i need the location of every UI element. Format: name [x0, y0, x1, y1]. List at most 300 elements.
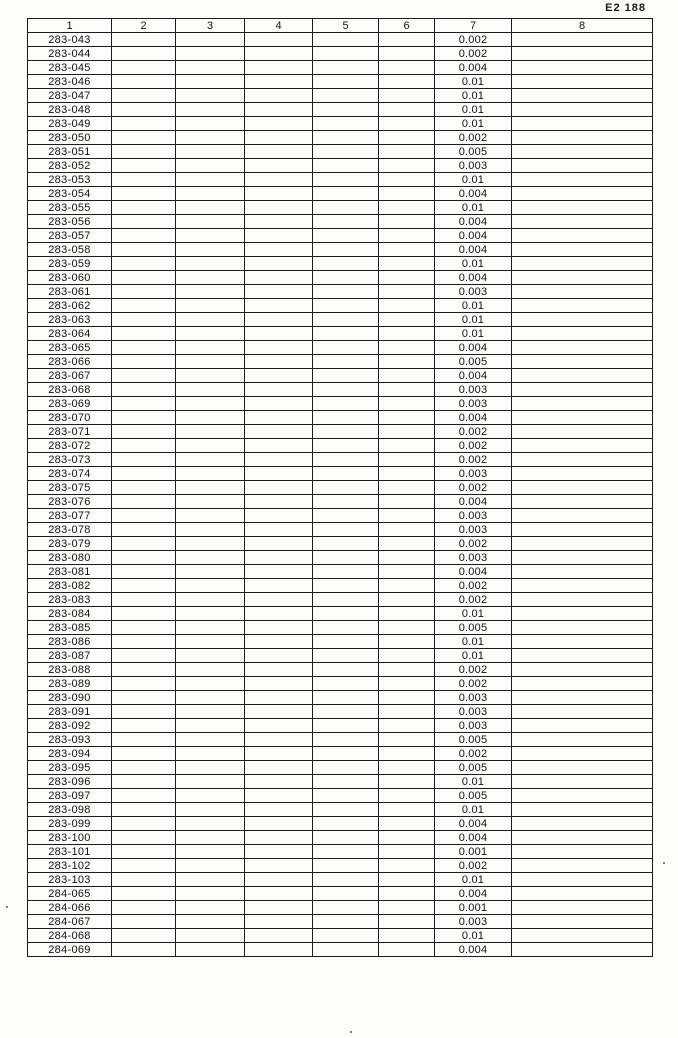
empty-cell [313, 117, 379, 131]
value-cell: 0.003 [435, 509, 512, 523]
empty-cell [512, 355, 653, 369]
empty-cell [379, 733, 435, 747]
empty-cell [245, 565, 313, 579]
empty-cell [176, 859, 245, 873]
table-row [28, 747, 653, 761]
empty-cell [245, 789, 313, 803]
empty-cell [112, 845, 176, 859]
empty-cell [313, 537, 379, 551]
empty-cell [313, 691, 379, 705]
sample-id-cell: 283-077 [28, 509, 112, 523]
empty-cell [379, 649, 435, 663]
table-row [28, 439, 653, 453]
empty-cell [176, 593, 245, 607]
empty-cell [245, 271, 313, 285]
table-row [28, 369, 653, 383]
empty-cell [512, 691, 653, 705]
value-cell: 0.01 [435, 775, 512, 789]
empty-cell [379, 509, 435, 523]
value-cell: 0.01 [435, 929, 512, 943]
table-row [28, 551, 653, 565]
empty-cell [313, 425, 379, 439]
empty-cell [112, 537, 176, 551]
empty-cell [379, 551, 435, 565]
column-header-8: 8 [512, 19, 653, 33]
empty-cell [313, 411, 379, 425]
empty-cell [176, 733, 245, 747]
empty-cell [176, 285, 245, 299]
value-cell: 0.002 [435, 481, 512, 495]
empty-cell [245, 159, 313, 173]
empty-cell [512, 313, 653, 327]
sample-id-cell: 283-097 [28, 789, 112, 803]
empty-cell [176, 579, 245, 593]
sample-id-cell: 283-079 [28, 537, 112, 551]
value-cell: 0.01 [435, 607, 512, 621]
empty-cell [379, 621, 435, 635]
sample-id-cell: 283-086 [28, 635, 112, 649]
empty-cell [379, 523, 435, 537]
empty-cell [512, 495, 653, 509]
empty-cell [313, 75, 379, 89]
sample-id-cell: 283-102 [28, 859, 112, 873]
empty-cell [512, 677, 653, 691]
empty-cell [512, 117, 653, 131]
empty-cell [176, 607, 245, 621]
empty-cell [176, 173, 245, 187]
empty-cell [313, 313, 379, 327]
empty-cell [313, 495, 379, 509]
empty-cell [313, 397, 379, 411]
empty-cell [512, 369, 653, 383]
empty-cell [379, 271, 435, 285]
empty-cell [313, 131, 379, 145]
empty-cell [112, 565, 176, 579]
empty-cell [176, 565, 245, 579]
empty-cell [512, 89, 653, 103]
empty-cell [512, 747, 653, 761]
empty-cell [245, 131, 313, 145]
empty-cell [379, 943, 435, 957]
table-row [28, 495, 653, 509]
empty-cell [379, 33, 435, 47]
empty-cell [245, 761, 313, 775]
empty-cell [245, 47, 313, 61]
empty-cell [379, 579, 435, 593]
table-row [28, 943, 653, 957]
empty-cell [313, 243, 379, 257]
sample-id-cell: 283-083 [28, 593, 112, 607]
empty-cell [176, 873, 245, 887]
table-row [28, 775, 653, 789]
empty-cell [379, 453, 435, 467]
empty-cell [112, 411, 176, 425]
empty-cell [379, 201, 435, 215]
empty-cell [379, 341, 435, 355]
empty-cell [245, 915, 313, 929]
table-body [28, 33, 653, 957]
value-cell: 0.001 [435, 845, 512, 859]
value-cell: 0.002 [435, 453, 512, 467]
empty-cell [313, 649, 379, 663]
empty-cell [245, 229, 313, 243]
empty-cell [112, 159, 176, 173]
empty-cell [176, 523, 245, 537]
empty-cell [313, 831, 379, 845]
empty-cell [245, 411, 313, 425]
sample-id-cell: 283-067 [28, 369, 112, 383]
empty-cell [245, 733, 313, 747]
empty-cell [176, 313, 245, 327]
empty-cell [112, 103, 176, 117]
empty-cell [512, 201, 653, 215]
empty-cell [245, 803, 313, 817]
empty-cell [245, 243, 313, 257]
empty-cell [112, 579, 176, 593]
value-cell: 0.005 [435, 145, 512, 159]
table-row [28, 481, 653, 495]
empty-cell [379, 89, 435, 103]
empty-cell [379, 901, 435, 915]
sample-id-cell: 283-088 [28, 663, 112, 677]
empty-cell [313, 481, 379, 495]
column-header-6: 6 [379, 19, 435, 33]
empty-cell [245, 691, 313, 705]
sample-id-cell: 283-048 [28, 103, 112, 117]
table-row [28, 845, 653, 859]
empty-cell [512, 607, 653, 621]
empty-cell [512, 551, 653, 565]
empty-cell [512, 411, 653, 425]
empty-cell [313, 565, 379, 579]
empty-cell [245, 355, 313, 369]
value-cell: 0.01 [435, 873, 512, 887]
empty-cell [379, 481, 435, 495]
empty-cell [112, 215, 176, 229]
empty-cell [313, 593, 379, 607]
empty-cell [112, 313, 176, 327]
empty-cell [379, 313, 435, 327]
scan-speck [6, 906, 8, 908]
table-row [28, 75, 653, 89]
empty-cell [176, 621, 245, 635]
empty-cell [112, 467, 176, 481]
data-table [27, 18, 653, 957]
sample-id-cell: 284-069 [28, 943, 112, 957]
table-row [28, 887, 653, 901]
value-cell: 0.002 [435, 677, 512, 691]
empty-cell [512, 663, 653, 677]
empty-cell [176, 341, 245, 355]
sample-id-cell: 284-065 [28, 887, 112, 901]
empty-cell [313, 705, 379, 719]
empty-cell [245, 75, 313, 89]
empty-cell [313, 509, 379, 523]
empty-cell [112, 229, 176, 243]
sample-id-cell: 283-059 [28, 257, 112, 271]
table-row [28, 187, 653, 201]
column-header-1: 1 [28, 19, 112, 33]
empty-cell [176, 397, 245, 411]
empty-cell [313, 89, 379, 103]
empty-cell [512, 789, 653, 803]
empty-cell [379, 187, 435, 201]
empty-cell [245, 173, 313, 187]
empty-cell [176, 411, 245, 425]
empty-cell [176, 817, 245, 831]
table-row [28, 397, 653, 411]
value-cell: 0.005 [435, 621, 512, 635]
empty-cell [379, 75, 435, 89]
empty-cell [176, 845, 245, 859]
empty-cell [245, 285, 313, 299]
empty-cell [379, 243, 435, 257]
table-row [28, 929, 653, 943]
empty-cell [512, 887, 653, 901]
empty-cell [176, 243, 245, 257]
table-row [28, 523, 653, 537]
value-cell: 0.01 [435, 103, 512, 117]
table-row [28, 47, 653, 61]
table-row [28, 859, 653, 873]
empty-cell [379, 537, 435, 551]
empty-cell [512, 425, 653, 439]
empty-cell [313, 621, 379, 635]
sample-id-cell: 283-085 [28, 621, 112, 635]
empty-cell [245, 187, 313, 201]
empty-cell [313, 103, 379, 117]
empty-cell [176, 551, 245, 565]
sample-id-cell: 283-052 [28, 159, 112, 173]
empty-cell [313, 845, 379, 859]
sample-id-cell: 283-071 [28, 425, 112, 439]
value-cell: 0.01 [435, 313, 512, 327]
empty-cell [245, 89, 313, 103]
empty-cell [176, 103, 245, 117]
sample-id-cell: 283-051 [28, 145, 112, 159]
sample-id-cell: 283-092 [28, 719, 112, 733]
empty-cell [512, 901, 653, 915]
empty-cell [379, 439, 435, 453]
empty-cell [245, 901, 313, 915]
table-row [28, 159, 653, 173]
table-row [28, 327, 653, 341]
value-cell: 0.004 [435, 887, 512, 901]
empty-cell [512, 285, 653, 299]
value-cell: 0.003 [435, 285, 512, 299]
value-cell: 0.01 [435, 327, 512, 341]
empty-cell [112, 705, 176, 719]
value-cell: 0.01 [435, 89, 512, 103]
empty-cell [512, 719, 653, 733]
empty-cell [245, 775, 313, 789]
sample-id-cell: 283-050 [28, 131, 112, 145]
empty-cell [245, 831, 313, 845]
empty-cell [245, 145, 313, 159]
sample-id-cell: 283-074 [28, 467, 112, 481]
empty-cell [313, 915, 379, 929]
empty-cell [512, 621, 653, 635]
value-cell: 0.004 [435, 215, 512, 229]
empty-cell [245, 845, 313, 859]
empty-cell [512, 453, 653, 467]
empty-cell [512, 327, 653, 341]
value-cell: 0.01 [435, 299, 512, 313]
value-cell: 0.003 [435, 551, 512, 565]
empty-cell [176, 453, 245, 467]
empty-cell [176, 719, 245, 733]
table-row [28, 733, 653, 747]
empty-cell [313, 61, 379, 75]
column-header-5: 5 [313, 19, 379, 33]
empty-cell [512, 397, 653, 411]
empty-cell [313, 145, 379, 159]
empty-cell [112, 873, 176, 887]
empty-cell [379, 467, 435, 481]
empty-cell [379, 327, 435, 341]
column-header-4: 4 [245, 19, 313, 33]
sample-id-cell: 283-095 [28, 761, 112, 775]
empty-cell [313, 439, 379, 453]
value-cell: 0.004 [435, 831, 512, 845]
value-cell: 0.002 [435, 537, 512, 551]
empty-cell [512, 159, 653, 173]
empty-cell [112, 257, 176, 271]
empty-cell [176, 299, 245, 313]
table-row [28, 719, 653, 733]
value-cell: 0.003 [435, 915, 512, 929]
empty-cell [313, 677, 379, 691]
sample-id-cell: 283-070 [28, 411, 112, 425]
empty-cell [512, 509, 653, 523]
empty-cell [112, 89, 176, 103]
value-cell: 0.01 [435, 117, 512, 131]
value-cell: 0.002 [435, 47, 512, 61]
empty-cell [245, 747, 313, 761]
empty-cell [176, 33, 245, 47]
empty-cell [313, 271, 379, 285]
empty-cell [176, 383, 245, 397]
sample-id-cell: 283-100 [28, 831, 112, 845]
sample-id-cell: 283-063 [28, 313, 112, 327]
empty-cell [512, 649, 653, 663]
empty-cell [313, 719, 379, 733]
sample-id-cell: 283-082 [28, 579, 112, 593]
table-header [28, 19, 653, 33]
empty-cell [112, 145, 176, 159]
sample-id-cell: 283-093 [28, 733, 112, 747]
table-row [28, 915, 653, 929]
empty-cell [379, 803, 435, 817]
empty-cell [112, 929, 176, 943]
sample-id-cell: 283-054 [28, 187, 112, 201]
empty-cell [512, 131, 653, 145]
empty-cell [176, 775, 245, 789]
empty-cell [245, 117, 313, 131]
empty-cell [379, 593, 435, 607]
table-row [28, 565, 653, 579]
sample-id-cell: 284-068 [28, 929, 112, 943]
sample-id-cell: 283-073 [28, 453, 112, 467]
empty-cell [379, 929, 435, 943]
empty-cell [176, 215, 245, 229]
sample-id-cell: 283-056 [28, 215, 112, 229]
empty-cell [112, 75, 176, 89]
table-row [28, 383, 653, 397]
empty-cell [245, 397, 313, 411]
empty-cell [112, 551, 176, 565]
empty-cell [112, 341, 176, 355]
sample-id-cell: 283-045 [28, 61, 112, 75]
empty-cell [379, 299, 435, 313]
empty-cell [512, 705, 653, 719]
sample-id-cell: 283-062 [28, 299, 112, 313]
empty-cell [245, 439, 313, 453]
empty-cell [176, 117, 245, 131]
empty-cell [379, 761, 435, 775]
empty-cell [512, 271, 653, 285]
table-row [28, 663, 653, 677]
empty-cell [379, 425, 435, 439]
empty-cell [313, 369, 379, 383]
empty-cell [245, 327, 313, 341]
table-row [28, 285, 653, 299]
sample-id-cell: 283-103 [28, 873, 112, 887]
empty-cell [512, 915, 653, 929]
empty-cell [313, 775, 379, 789]
empty-cell [245, 579, 313, 593]
sample-id-cell: 283-043 [28, 33, 112, 47]
table-row [28, 215, 653, 229]
empty-cell [112, 243, 176, 257]
empty-cell [379, 495, 435, 509]
empty-cell [112, 859, 176, 873]
empty-cell [112, 173, 176, 187]
empty-cell [112, 943, 176, 957]
table-row [28, 817, 653, 831]
column-header-3: 3 [176, 19, 245, 33]
empty-cell [512, 929, 653, 943]
empty-cell [379, 397, 435, 411]
empty-cell [313, 635, 379, 649]
empty-cell [176, 159, 245, 173]
empty-cell [512, 593, 653, 607]
sample-id-cell: 283-068 [28, 383, 112, 397]
table-row [28, 803, 653, 817]
empty-cell [112, 425, 176, 439]
empty-cell [379, 719, 435, 733]
value-cell: 0.004 [435, 341, 512, 355]
empty-cell [245, 215, 313, 229]
value-cell: 0.003 [435, 523, 512, 537]
empty-cell [512, 859, 653, 873]
empty-cell [245, 481, 313, 495]
empty-cell [245, 299, 313, 313]
empty-cell [313, 201, 379, 215]
empty-cell [112, 803, 176, 817]
empty-cell [176, 271, 245, 285]
empty-cell [245, 607, 313, 621]
sample-id-cell: 283-055 [28, 201, 112, 215]
table-row [28, 117, 653, 131]
empty-cell [112, 383, 176, 397]
table-row [28, 299, 653, 313]
empty-cell [112, 719, 176, 733]
empty-cell [379, 215, 435, 229]
value-cell: 0.01 [435, 201, 512, 215]
empty-cell [379, 831, 435, 845]
empty-cell [176, 467, 245, 481]
